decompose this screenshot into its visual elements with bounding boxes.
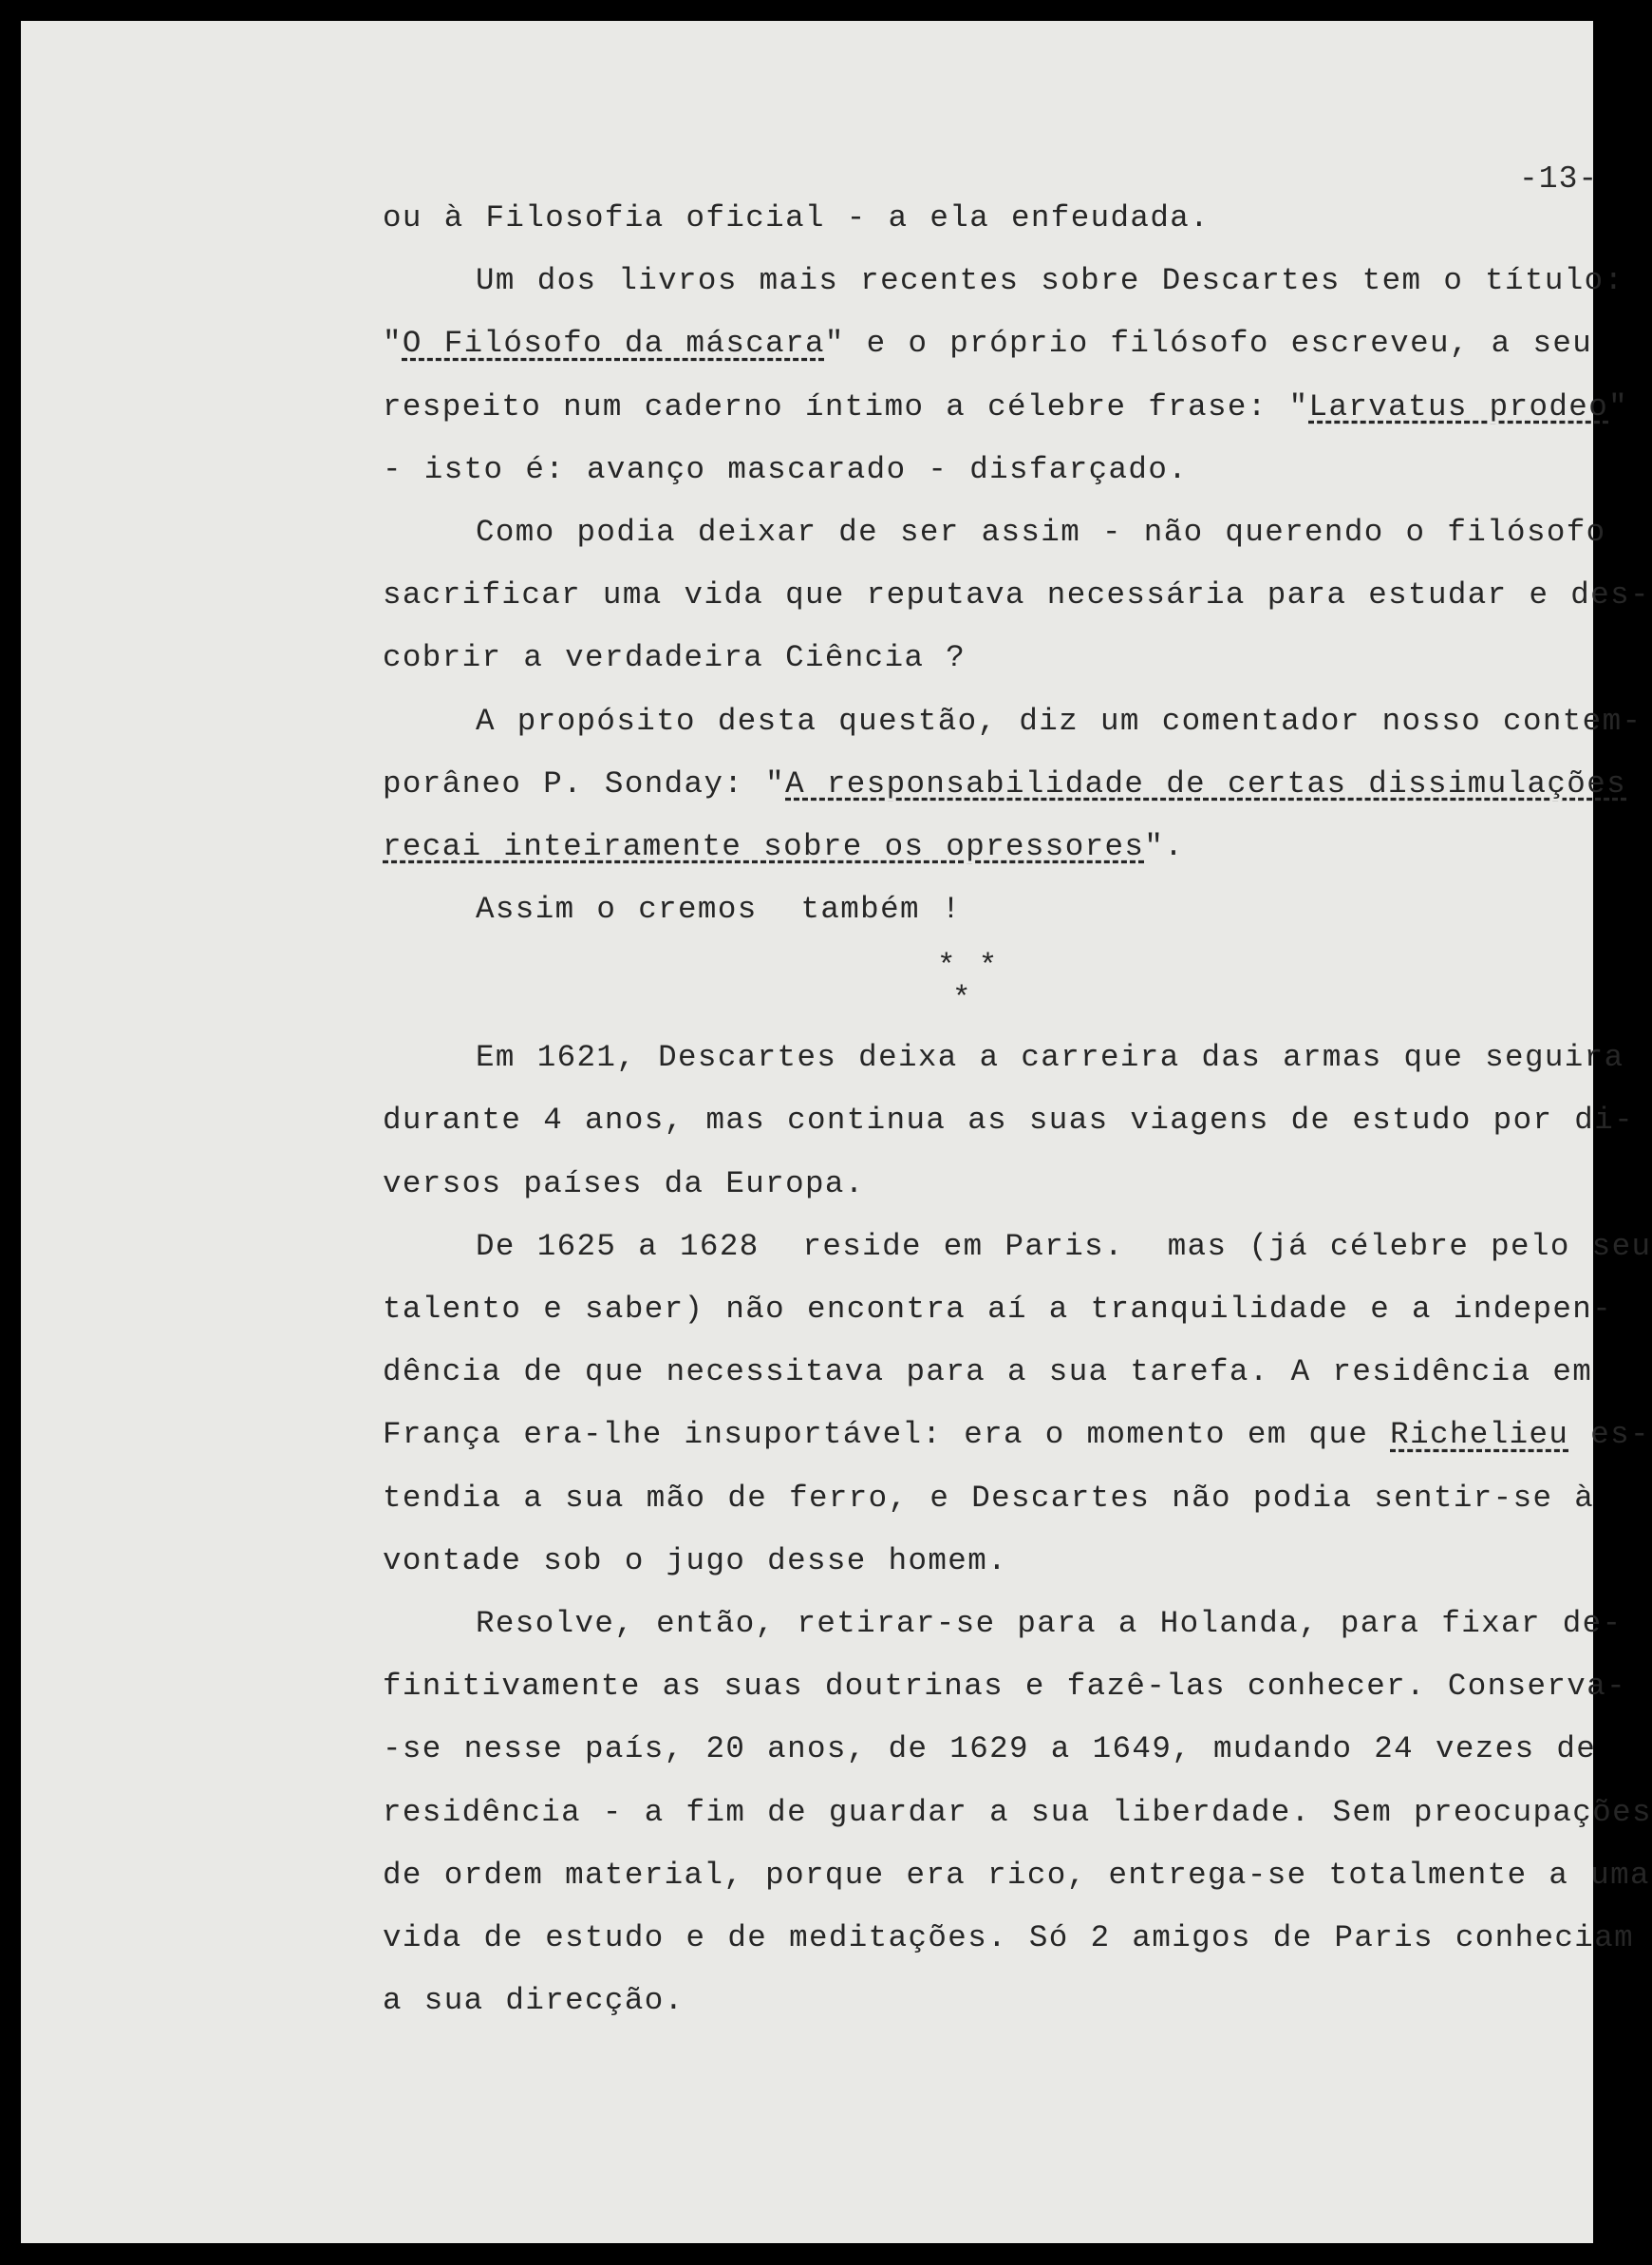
text-span: ". [1144,828,1185,864]
text-line: talento e saber) não encontra aí a tranquilidade e a indepen- [383,1292,1613,1327]
text-span: França era-lhe insuportável: era o momento em que [383,1417,1391,1453]
text-line: de ordem material, porque era rico, entrega-se totalmente a uma [383,1857,1650,1893]
text-span: " [383,326,403,362]
text-span: " e o próprio filósofo escreveu, a seu [824,326,1593,362]
quotation: A responsabilidade de certas dissimulações [785,765,1627,802]
text-line: finitivamente as suas doutrinas e fazê-las conhecer. Conserva- [383,1669,1626,1705]
name-underlined: Richelieu [1390,1417,1569,1453]
text-line: a sua direcção. [383,1983,685,2019]
latin-phrase: Larvatus prodeo [1308,388,1609,425]
text-line: ou à Filosofia oficial - a ela enfeudada. [383,200,1211,236]
text-line: - isto é: avanço mascarado - disfarçado. [383,451,1189,487]
text-line: dência de que necessitava para a sua tarefa. A residência em [383,1354,1593,1390]
document-page [21,21,1652,2243]
text-span: porâneo P. Sonday: " [383,765,786,802]
quotation: recai inteiramente sobre os opressores [383,828,1145,864]
body-text [383,187,1652,2032]
text-line: A propósito desta questão, diz um comentador nosso contem- [476,703,1643,739]
text-line: vida de estudo e de meditações. Só 2 amigos de Paris conheciam [383,1919,1634,1955]
text-span: es- [1568,1417,1650,1453]
text-line: versos países da Europa. [383,1165,865,1201]
text-line: vontade sob o jugo desse homem. [383,1542,1007,1578]
text-line: Como podia deixar de ser assim - não querendo o filósofo [476,514,1606,550]
text-line [383,816,1617,878]
text-line: durante 4 anos, mas continua as suas viagens de estudo por di- [383,1103,1634,1139]
text-line [383,312,1617,375]
asterisk-bottom: * [952,981,972,1017]
text-line [383,376,1629,439]
text-line: Assim o cremos também ! [476,892,962,928]
text-line: -se nesse país, 20 anos, de 1629 a 1649, mudando 24 vezes de [383,1731,1597,1767]
text-line: residência - a fim de guardar a sua liberdade. Sem preocupações [383,1794,1652,1830]
section-separator [383,941,1617,1027]
text-line: cobrir a verdadeira Ciência ? [383,640,967,676]
book-title: O Filósofo da máscara [402,326,825,362]
page-number: -13- [1519,161,1599,197]
text-span: respeito num caderno íntimo a célebre frase: " [383,388,1309,425]
text-line: Em 1621, Descartes deixa a carreira das armas que seguira [476,1040,1624,1076]
text-line [383,753,1627,816]
asterisks-top: * * [937,949,999,985]
text-line [383,1404,1650,1466]
text-line: De 1625 a 1628 reside em Paris. mas (já célebre pelo seu [476,1228,1652,1264]
text-line: tendia a sua mão de ferro, e Descartes não podia sentir-se à [383,1480,1595,1516]
text-line: Um dos livros mais recentes sobre Descartes tem o título: [476,263,1624,299]
text-span: " [1608,388,1629,425]
text-line: Resolve, então, retirar-se para a Holanda, para fixar de- [476,1605,1623,1641]
text-line: sacrificar uma vida que reputava necessária para estudar e des- [383,577,1650,613]
